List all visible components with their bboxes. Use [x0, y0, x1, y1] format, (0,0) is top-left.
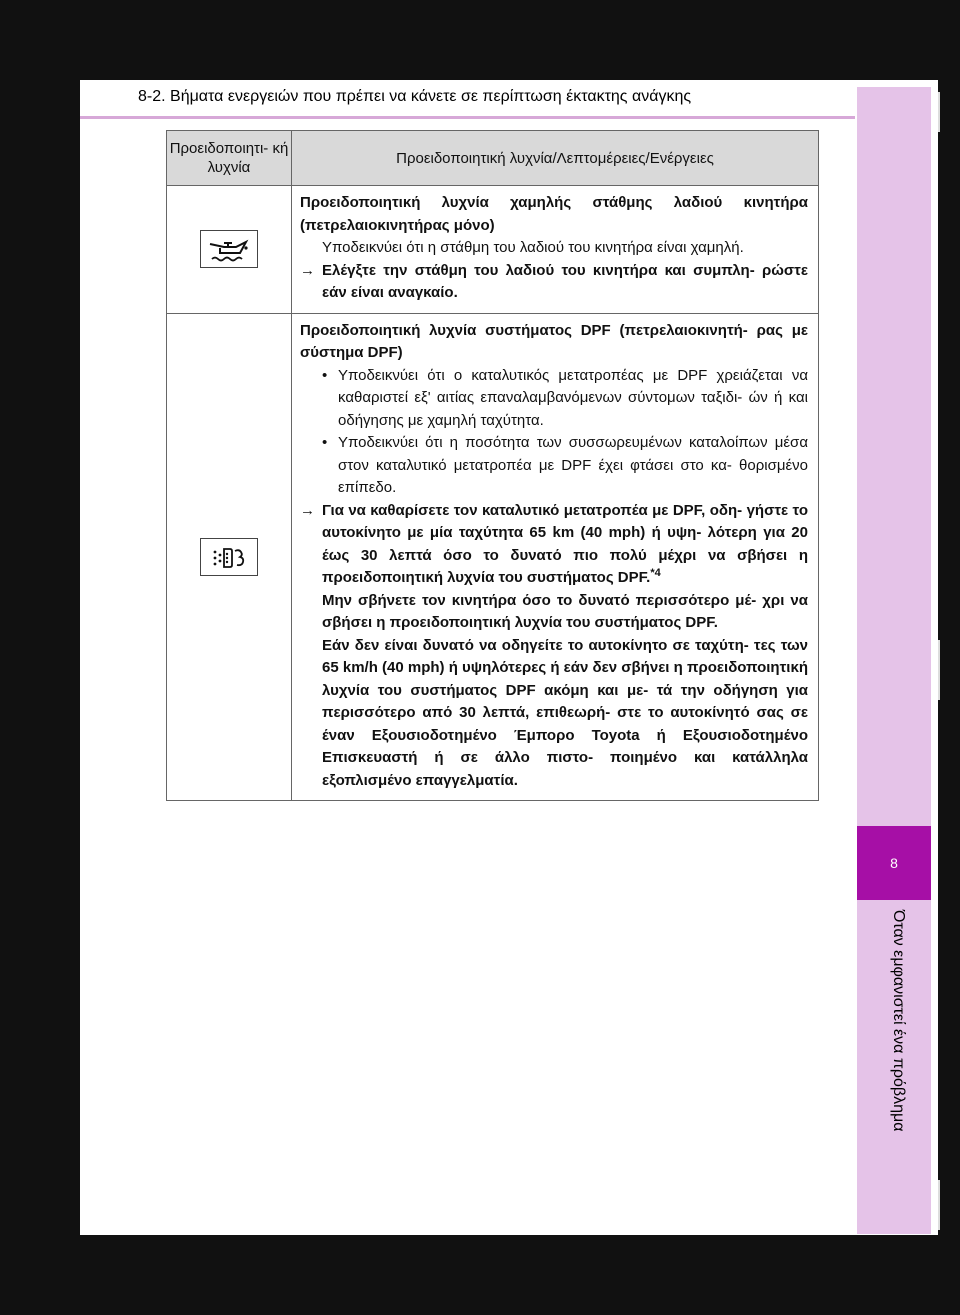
icon-cell	[167, 186, 292, 314]
row-title: Προειδοποιητική λυχνία συστήματος DPF (πετρελαιοκινητή- ρας με σύστημα DPF)	[300, 321, 808, 361]
description-cell	[292, 313, 819, 801]
section-header: 8-2. Βήματα ενεργειών που πρέπει να κάνετε σε περίπτωση έκτακτης ανάγκης	[138, 88, 692, 105]
row-action	[300, 500, 808, 793]
list-item	[300, 432, 808, 500]
row-description: Υποδεικνύει ότι η στάθμη του λαδιού του κινητήρα είναι χαμηλή.	[322, 239, 744, 256]
crop-mark	[938, 92, 940, 132]
bullet-text: Υποδεικνύει ότι ο καταλυτικός μετατροπέας με DPF χρειάζεται να καθαριστεί εξ' αιτίας επαναλαμβανόμενων σύντομων ταξιδι- ών ή και οδήγησης με χαμηλή ταχύτητα.	[338, 366, 808, 429]
arrow-marker: →	[300, 501, 315, 519]
dpf-warning-icon	[200, 538, 258, 576]
arrow-marker: →	[300, 261, 315, 279]
row-action	[300, 260, 808, 305]
table-header-row	[167, 131, 819, 186]
chapter-number: 8	[857, 826, 931, 900]
header-divider	[80, 116, 855, 119]
table-row	[167, 186, 819, 314]
list-item	[300, 365, 808, 433]
warning-light-table	[166, 130, 819, 801]
action-text: Για να καθαρίσετε τον καταλυτικό μετατροπέα με DPF, οδη- γήστε το αυτοκίνητο με μία ταχύτητα 65 km (40 mph) ή υψη- λότερη για 20 έως 30 λεπτά όσο το δυνατό πιο πολύ μέχρι να σβήσει η προειδοποιητική λυχνία του συστήματος DPF.	[322, 501, 808, 586]
manual-page	[80, 80, 938, 1235]
bullet-marker: •	[322, 366, 328, 384]
icon-cell	[167, 313, 292, 801]
table-row	[167, 313, 819, 801]
oil-level-warning-icon	[200, 230, 258, 268]
row-title: Προειδοποιητική λυχνία χαμηλής στάθμης λαδιού κινητήρα (πετρελαιοκινητήρας μόνο)	[300, 194, 808, 234]
bullet-text: Υποδεικνύει ότι η ποσότητα των συσσωρευμένων καταλοίπων μέσα στον καταλυτικό μετατροπέα με DPF έχει φτάσει στο κα- θορισμένο επίπεδο.	[338, 434, 808, 496]
crop-mark	[938, 1180, 940, 1230]
column-header-details: Προειδοποιητική λυχνία/Λεπτομέρειες/Ενέργειες	[292, 131, 819, 186]
column-header-light: Προειδοποιητι- κή λυχνία	[167, 131, 292, 186]
chapter-title: Όταν εμφανιστεί ένα πρόβλημα	[890, 910, 907, 1132]
crop-mark	[938, 640, 940, 700]
action-text: Εάν δεν είναι δυνατό να οδηγείτε το αυτοκίνητο σε ταχύτη- τες των 65 km/h (40 mph) ή υψηλότερες ή εάν δεν σβήνει η προειδοποιητική λυχνία του συστήματος DPF ακόμη και με- τά την οδήγηση για περισσότερο από 30 λεπτά, επιθεωρή- στε το αυτοκίνητό σας σε έναν Εξουσιοδοτημένο Έμπορο Toyota ή Εξουσιοδοτημένο Επισκευαστή ή σε άλλο πιστο- ποιημένο και κατάλληλα εξοπλισμένο επαγγελματία.	[322, 636, 808, 789]
action-text: Μην σβήνετε τον κινητήρα όσο το δυνατό περισσότερο μέ- χρι να σβήσει η προειδοποιητική λυχνία του συστήματος DPF.	[322, 591, 808, 631]
action-text: Ελέγξτε την στάθμη του λαδιού του κινητήρα και συμπλη- ρώστε εάν είναι αναγκαίο.	[322, 261, 808, 301]
description-cell	[292, 186, 819, 314]
footnote-ref[interactable]: *4	[650, 567, 661, 579]
bullet-marker: •	[322, 434, 328, 451]
